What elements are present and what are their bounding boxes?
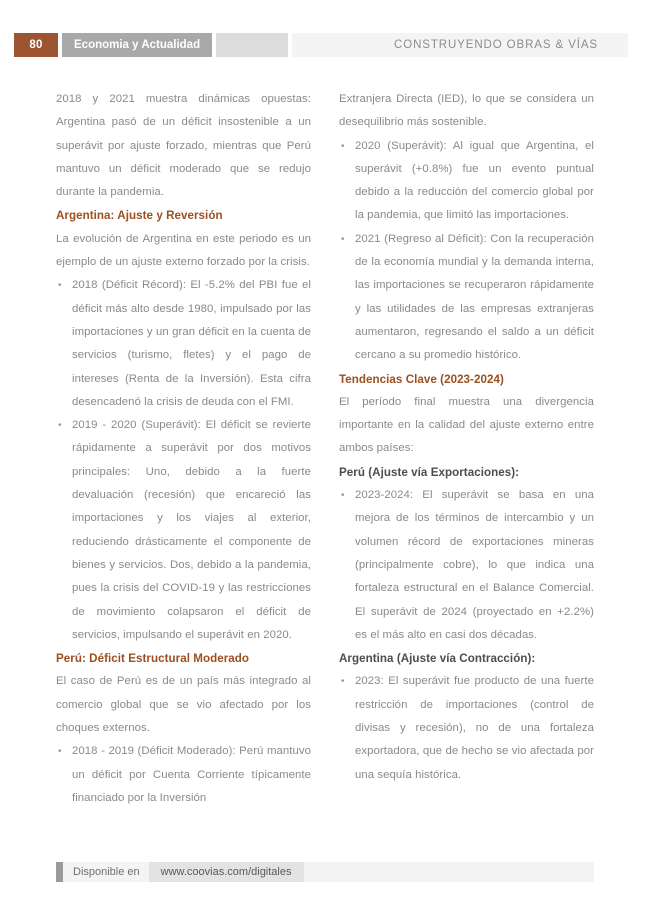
list-item: • 2018 - 2019 (Déficit Moderado): Perú mantuvo un déficit por Cuenta Corriente típicamente financiado por la Inversión: [56, 740, 311, 810]
header-spacer-block: [216, 33, 288, 57]
right-column: [339, 88, 594, 848]
footer-label: Disponible en: [73, 866, 140, 878]
footer-marker-icon: [56, 862, 63, 882]
page-number-badge: [14, 33, 58, 57]
paragraph-argentina: La evolución de Argentina en este periodo es un ejemplo de un ajuste externo forzado por la crisis.: [56, 232, 311, 269]
bullet-list-peru-trends: [339, 484, 594, 647]
list-item: • 2023: El superávit fue producto de una fuerte restricción de importaciones (control de divisas y recesión), no de una fortaleza exportadora, que de hecho se vio afectada por una sequía histórica.: [339, 670, 594, 786]
heading-peru-deficit: Perú: Déficit Estructural Moderado: [56, 652, 250, 666]
heading-tendencias-clave: Tendencias Clave (2023-2024): [339, 372, 504, 386]
list-item: • 2018 (Déficit Récord): El -5.2% del PBI fue el déficit más alto desde 1980, impulsado por las importaciones y un gran déficit en la cuenta de servicios (turismo, fletes) y el pago de intereses (Renta de la Inversión). Esta cifra desencadenó la crisis de deuda con el FMI.: [56, 274, 311, 414]
section-name-badge: [62, 33, 212, 57]
list-item: • 2021 (Regreso al Déficit): Con la recuperación de la economía mundial y la demanda interna, las importaciones se recuperaron rápidamente y las utilidades de las empresas extranjeras aumentaron, regresando el saldo a un déficit cercano a su promedio histórico.: [339, 228, 594, 368]
heading-argentina-ajuste: Argentina: Ajuste y Reversión: [56, 209, 223, 223]
subheading-argentina-contraccion: Argentina (Ajuste vía Contracción):: [339, 652, 536, 666]
bullet-list-argentina: [56, 274, 311, 647]
paragraph-tendencias: El período final muestra una divergencia importante en la calidad del ajuste externo entre ambos países:: [339, 395, 594, 455]
publication-title-block: [292, 33, 628, 57]
paragraph-peru: El caso de Perú es de un país más integrado al comercio global que se vio afectado por los choques externos.: [56, 675, 311, 735]
page-footer: [56, 862, 594, 882]
page-header: [14, 33, 628, 57]
page-number-text: 80: [29, 39, 43, 51]
list-item: • 2019 - 2020 (Superávit): El déficit se revierte rápidamente a superávit por dos motivos principales: Uno, debido a la fuerte devaluación (recesión) que encareció las importaciones y los viajes al exterior, reduciendo drásticamente el componente de bienes y servicios. Dos, debido a la pandemia, pues la crisis del COVID-19 y las restricciones de movimiento colapsaron el déficit de servicios, impulsando el superávit en 2020.: [56, 414, 311, 647]
bullet-list-argentina-trends: [339, 670, 594, 786]
footer-url-link[interactable]: www.coovias.com/digitales: [149, 862, 304, 882]
subheading-peru-exportaciones: Perú (Ajuste vía Exportaciones):: [339, 465, 520, 479]
intro-paragraph: 2018 y 2021 muestra dinámicas opuestas: Argentina pasó de un déficit insostenible a un superávit por ajuste forzado, mientras que Perú mantuvo un déficit moderado que se redujo durante la pandemia.: [56, 93, 311, 199]
list-item: • 2023-2024: El superávit se basa en una mejora de los términos de intercambio y un volumen récord de exportaciones mineras (principalmente cobre), lo que indica una fortaleza estructural en el Balance Comercial. El superávit de 2024 (proyectado en +2.2%) es el más alto en casi dos décadas.: [339, 484, 594, 647]
bullet-list-peru: [56, 740, 311, 810]
publication-title-text: CONSTRUYENDO OBRAS & VÍAS: [394, 39, 598, 51]
bullet-list-peru-continued: [339, 135, 594, 368]
continuation-paragraph: Extranjera Directa (IED), lo que se considera un desequilibrio más sostenible.: [339, 93, 594, 129]
left-column: [56, 88, 311, 848]
footer-filler: [304, 862, 595, 882]
section-name-text: Economia y Actualidad: [74, 39, 201, 51]
list-item: • 2020 (Superávit): Al igual que Argentina, el superávit (+0.8%) fue un evento puntual debido a la reducción del comercio global por la pandemia, que limitó las importaciones.: [339, 135, 594, 228]
article-body: [56, 88, 594, 848]
